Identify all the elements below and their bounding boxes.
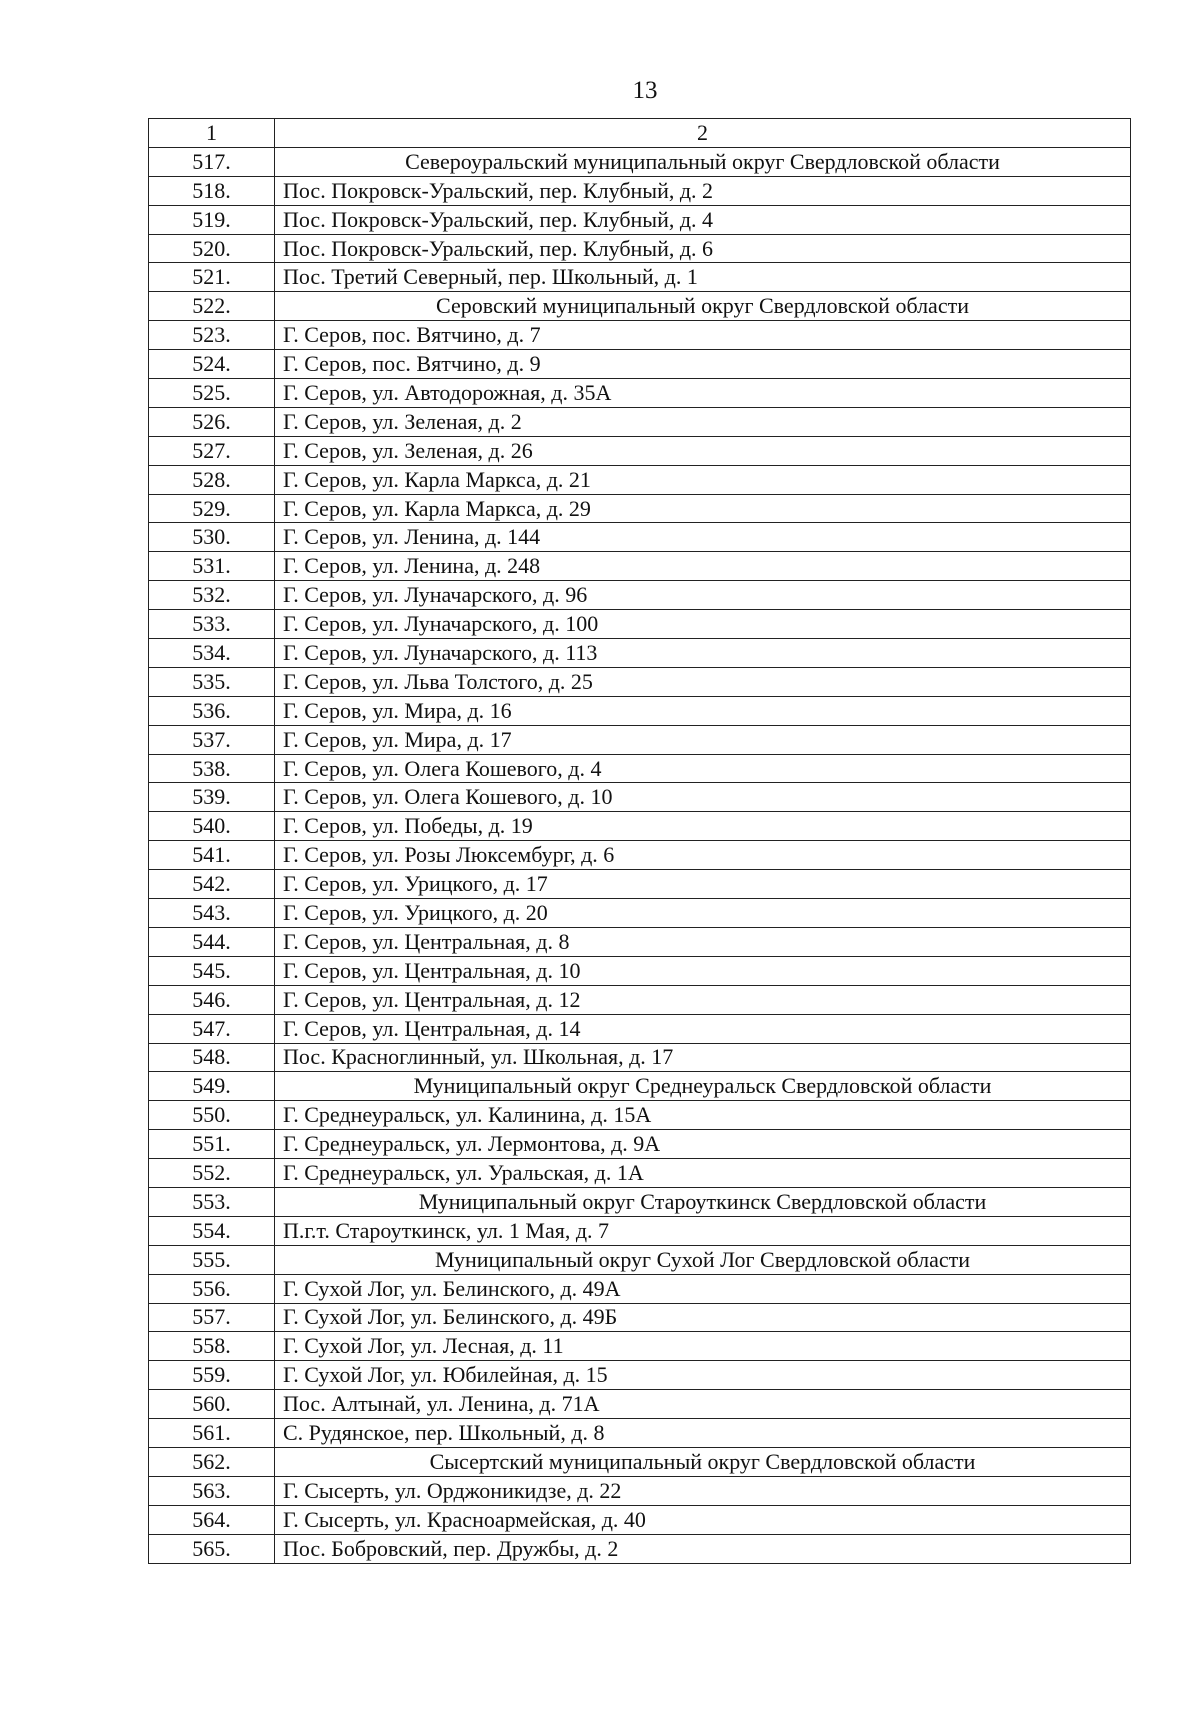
address-text: Г. Сухой Лог, ул. Белинского, д. 49Б <box>275 1303 1131 1332</box>
page-number: 13 <box>632 77 658 104</box>
address-text: Г. Серов, ул. Зеленая, д. 26 <box>275 436 1131 465</box>
row-number: 518. <box>149 176 275 205</box>
table-row <box>149 1216 1131 1245</box>
row-number: 558. <box>149 1332 275 1361</box>
table-row <box>149 1476 1131 1505</box>
table-row <box>149 263 1131 292</box>
section-header-row <box>149 1187 1131 1216</box>
row-number: 549. <box>149 1072 275 1101</box>
address-text: Г. Серов, ул. Розы Люксембург, д. 6 <box>275 841 1131 870</box>
address-text: Г. Серов, ул. Центральная, д. 12 <box>275 985 1131 1014</box>
table-row <box>149 407 1131 436</box>
row-number: 536. <box>149 696 275 725</box>
table-row <box>149 1101 1131 1130</box>
section-header-row <box>149 292 1131 321</box>
table-row <box>149 205 1131 234</box>
address-text: Г. Серов, ул. Луначарского, д. 113 <box>275 639 1131 668</box>
table-row <box>149 465 1131 494</box>
row-number: 520. <box>149 234 275 263</box>
municipality-name: Серовский муниципальный округ Свердловской области <box>275 292 1131 321</box>
address-text: П.г.т. Староуткинск, ул. 1 Мая, д. 7 <box>275 1216 1131 1245</box>
address-table-body <box>149 119 1131 1564</box>
table-row <box>149 1534 1131 1563</box>
table-row <box>149 812 1131 841</box>
address-text: Г. Серов, пос. Вятчино, д. 9 <box>275 350 1131 379</box>
address-text: Г. Среднеуральск, ул. Калинина, д. 15А <box>275 1101 1131 1130</box>
table-row <box>149 841 1131 870</box>
table-row <box>149 1274 1131 1303</box>
municipality-name: Североуральский муниципальный округ Свердловской области <box>275 147 1131 176</box>
row-number: 555. <box>149 1245 275 1274</box>
row-number: 541. <box>149 841 275 870</box>
address-text: Пос. Покровск-Уральский, пер. Клубный, д. 6 <box>275 234 1131 263</box>
address-text: Г. Серов, ул. Центральная, д. 8 <box>275 927 1131 956</box>
row-number: 539. <box>149 783 275 812</box>
table-row <box>149 581 1131 610</box>
municipality-name: Муниципальный округ Староуткинск Свердловской области <box>275 1187 1131 1216</box>
address-text: Г. Среднеуральск, ул. Уральская, д. 1А <box>275 1159 1131 1188</box>
address-text: Г. Среднеуральск, ул. Лермонтова, д. 9А <box>275 1130 1131 1159</box>
address-text: Г. Серов, ул. Центральная, д. 14 <box>275 1014 1131 1043</box>
address-text: Пос. Бобровский, пер. Дружбы, д. 2 <box>275 1534 1131 1563</box>
table-row <box>149 956 1131 985</box>
table-row <box>149 321 1131 350</box>
table-row <box>149 350 1131 379</box>
table-row <box>149 1361 1131 1390</box>
address-text: Г. Серов, ул. Олега Кошевого, д. 4 <box>275 754 1131 783</box>
address-text: Г. Серов, ул. Мира, д. 17 <box>275 725 1131 754</box>
table-row <box>149 1043 1131 1072</box>
row-number: 537. <box>149 725 275 754</box>
row-number: 543. <box>149 899 275 928</box>
address-text: Пос. Алтынай, ул. Ленина, д. 71А <box>275 1390 1131 1419</box>
address-text: Пос. Третий Северный, пер. Школьный, д. 1 <box>275 263 1131 292</box>
address-text: Г. Серов, пос. Вятчино, д. 7 <box>275 321 1131 350</box>
row-number: 542. <box>149 870 275 899</box>
row-number: 526. <box>149 407 275 436</box>
table-row <box>149 1390 1131 1419</box>
row-number: 561. <box>149 1419 275 1448</box>
row-number: 517. <box>149 147 275 176</box>
table-row <box>149 552 1131 581</box>
address-text: Г. Серов, ул. Урицкого, д. 17 <box>275 870 1131 899</box>
table-row <box>149 436 1131 465</box>
row-number: 540. <box>149 812 275 841</box>
table-row <box>149 927 1131 956</box>
section-header-row <box>149 1245 1131 1274</box>
row-number: 552. <box>149 1159 275 1188</box>
table-row <box>149 1332 1131 1361</box>
row-number: 525. <box>149 379 275 408</box>
municipality-name: Сысертский муниципальный округ Свердловской области <box>275 1447 1131 1476</box>
row-number: 533. <box>149 610 275 639</box>
address-text: Г. Серов, ул. Олега Кошевого, д. 10 <box>275 783 1131 812</box>
row-number: 563. <box>149 1476 275 1505</box>
address-text: Г. Серов, ул. Победы, д. 19 <box>275 812 1131 841</box>
address-text: Г. Серов, ул. Ленина, д. 144 <box>275 523 1131 552</box>
table-row <box>149 379 1131 408</box>
table-row <box>149 783 1131 812</box>
address-text: Г. Серов, ул. Ленина, д. 248 <box>275 552 1131 581</box>
address-text: Г. Сухой Лог, ул. Белинского, д. 49А <box>275 1274 1131 1303</box>
row-number: 521. <box>149 263 275 292</box>
row-number: 529. <box>149 494 275 523</box>
row-number: 547. <box>149 1014 275 1043</box>
row-number: 524. <box>149 350 275 379</box>
address-text: Г. Серов, ул. Карла Маркса, д. 29 <box>275 494 1131 523</box>
row-number: 562. <box>149 1447 275 1476</box>
row-number: 553. <box>149 1187 275 1216</box>
row-number: 548. <box>149 1043 275 1072</box>
row-number: 557. <box>149 1303 275 1332</box>
row-number: 545. <box>149 956 275 985</box>
address-text: Г. Сысерть, ул. Красноармейская, д. 40 <box>275 1505 1131 1534</box>
row-number: 560. <box>149 1390 275 1419</box>
table-row <box>149 899 1131 928</box>
row-number: 550. <box>149 1101 275 1130</box>
row-number: 528. <box>149 465 275 494</box>
table-row <box>149 1014 1131 1043</box>
table-row <box>149 1505 1131 1534</box>
row-number: 522. <box>149 292 275 321</box>
section-header-row <box>149 1072 1131 1101</box>
table-row <box>149 523 1131 552</box>
address-text: Г. Серов, ул. Луначарского, д. 100 <box>275 610 1131 639</box>
row-number: 519. <box>149 205 275 234</box>
row-number: 527. <box>149 436 275 465</box>
table-row <box>149 176 1131 205</box>
row-number: 554. <box>149 1216 275 1245</box>
table-row <box>149 639 1131 668</box>
address-text: Г. Серов, ул. Луначарского, д. 96 <box>275 581 1131 610</box>
row-number: 523. <box>149 321 275 350</box>
address-text: Г. Серов, ул. Зеленая, д. 2 <box>275 407 1131 436</box>
section-header-row <box>149 1447 1131 1476</box>
address-text: Г. Серов, ул. Карла Маркса, д. 21 <box>275 465 1131 494</box>
row-number: 534. <box>149 639 275 668</box>
row-number: 535. <box>149 667 275 696</box>
row-number: 559. <box>149 1361 275 1390</box>
address-text: С. Рудянское, пер. Школьный, д. 8 <box>275 1419 1131 1448</box>
row-number: 556. <box>149 1274 275 1303</box>
row-number: 532. <box>149 581 275 610</box>
address-text: Пос. Покровск-Уральский, пер. Клубный, д. 2 <box>275 176 1131 205</box>
table-row <box>149 1130 1131 1159</box>
row-number: 546. <box>149 985 275 1014</box>
row-number: 551. <box>149 1130 275 1159</box>
table-row <box>149 696 1131 725</box>
address-text: Г. Сухой Лог, ул. Лесная, д. 11 <box>275 1332 1131 1361</box>
row-number: 564. <box>149 1505 275 1534</box>
table-row <box>149 985 1131 1014</box>
address-text: Пос. Покровск-Уральский, пер. Клубный, д. 4 <box>275 205 1131 234</box>
address-text: Г. Серов, ул. Центральная, д. 10 <box>275 956 1131 985</box>
row-number: 530. <box>149 523 275 552</box>
column-header-address: 2 <box>275 119 1131 148</box>
column-header-number: 1 <box>149 119 275 148</box>
table-row <box>149 754 1131 783</box>
section-header-row <box>149 147 1131 176</box>
address-text: Пос. Красноглинный, ул. Школьная, д. 17 <box>275 1043 1131 1072</box>
table-row <box>149 494 1131 523</box>
table-row <box>149 1159 1131 1188</box>
table-row <box>149 870 1131 899</box>
address-text: Г. Серов, ул. Льва Толстого, д. 25 <box>275 667 1131 696</box>
table-row <box>149 1303 1131 1332</box>
address-table <box>148 118 1131 1564</box>
row-number: 538. <box>149 754 275 783</box>
address-text: Г. Сысерть, ул. Орджоникидзе, д. 22 <box>275 1476 1131 1505</box>
row-number: 565. <box>149 1534 275 1563</box>
row-number: 531. <box>149 552 275 581</box>
address-text: Г. Серов, ул. Автодорожная, д. 35А <box>275 379 1131 408</box>
address-text: Г. Серов, ул. Мира, д. 16 <box>275 696 1131 725</box>
table-row <box>149 234 1131 263</box>
address-text: Г. Сухой Лог, ул. Юбилейная, д. 15 <box>275 1361 1131 1390</box>
table-row <box>149 610 1131 639</box>
municipality-name: Муниципальный округ Среднеуральск Свердловской области <box>275 1072 1131 1101</box>
table-row <box>149 725 1131 754</box>
row-number: 544. <box>149 927 275 956</box>
table-row <box>149 667 1131 696</box>
table-row <box>149 1419 1131 1448</box>
address-text: Г. Серов, ул. Урицкого, д. 20 <box>275 899 1131 928</box>
municipality-name: Муниципальный округ Сухой Лог Свердловской области <box>275 1245 1131 1274</box>
table-header-row <box>149 119 1131 148</box>
